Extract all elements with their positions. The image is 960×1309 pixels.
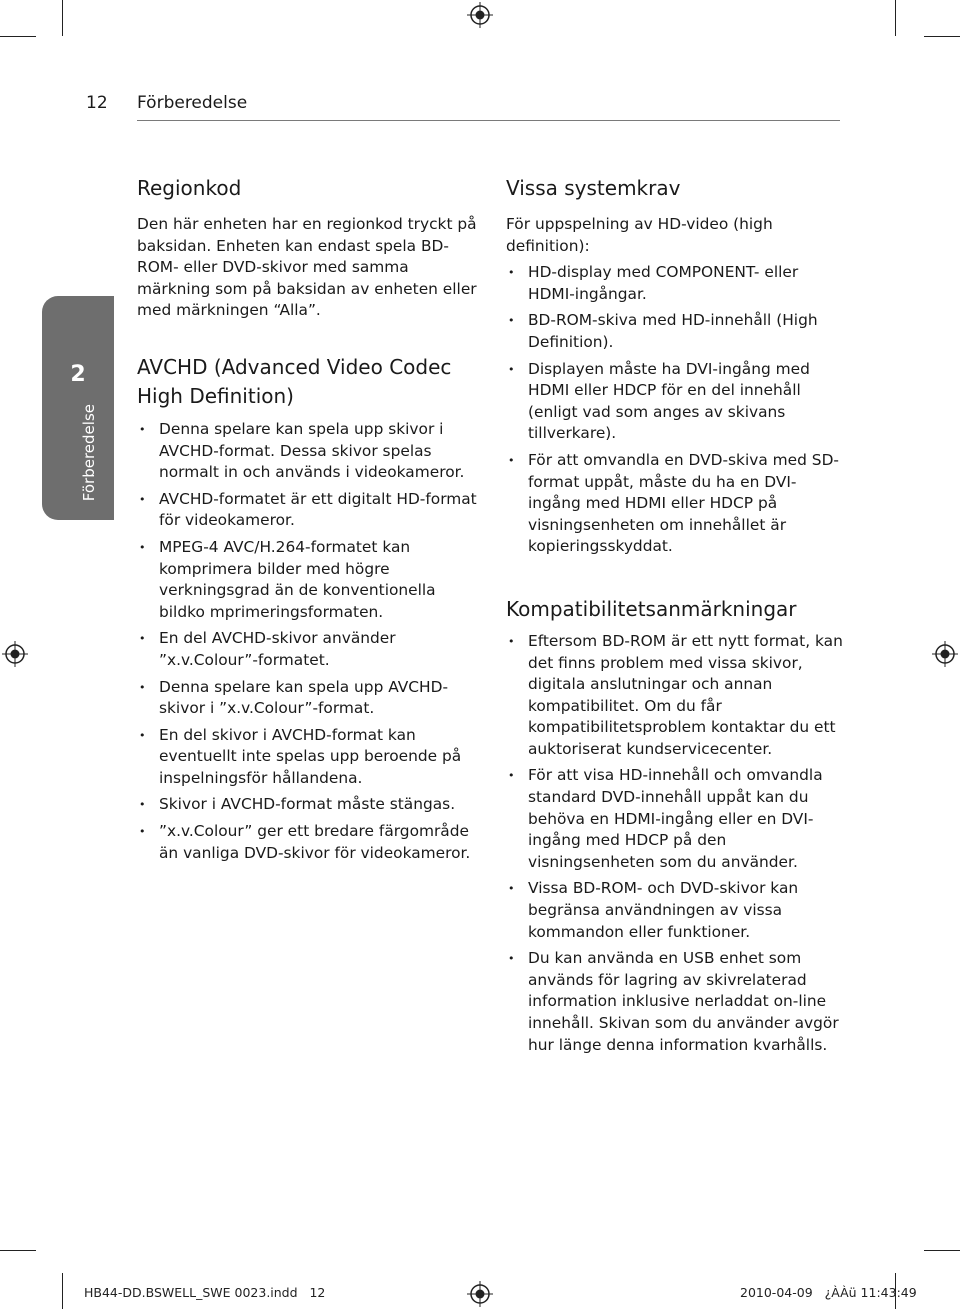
list-item: • Denna spelare kan spela upp AVCHD-skivor i ”x.v.Colour”-format. <box>137 677 477 720</box>
list-item: • MPEG-4 AVC/H.264-formatet kan komprimera bilder med högre verkningsgrad än de konventionella bildko mprimeringsformaten. <box>137 537 477 623</box>
compatibility-heading: Kompatibilitetsanmärkningar <box>506 596 797 621</box>
list-item: • En del AVCHD-skivor använder ”x.v.Colour”-formatet. <box>137 628 477 671</box>
requirements-lead: För uppspelning av HD-video (high definition): <box>506 215 773 255</box>
list-item: • Vissa BD-ROM- och DVD-skivor kan begränsa användningen av vissa kommandon eller funktioner. <box>506 878 846 943</box>
crop-mark <box>924 1250 960 1251</box>
list-item: • Skivor i AVCHD-format måste stängas. <box>137 794 477 816</box>
crop-mark <box>62 0 63 36</box>
chapter-tab <box>42 296 114 520</box>
requirements-list <box>506 262 846 558</box>
running-title: Förberedelse <box>137 93 248 113</box>
page-number: 12 <box>86 93 108 113</box>
list-item: • För att visa HD-innehåll och omvandla standard DVD-innehåll uppåt kan du behöva en HDMI-ingång eller en DVI-ingång med HDCP på den visningsenheten som du använder. <box>506 765 846 873</box>
list-item: • BD-ROM-skiva med HD-innehåll (High Definition). <box>506 310 846 353</box>
crop-mark <box>924 36 960 37</box>
chapter-label: Förberedelse <box>80 404 98 502</box>
header-rule <box>137 120 840 121</box>
crop-mark <box>895 0 896 36</box>
list-item: • AVCHD-formatet är ett digitalt HD-format för videokameror. <box>137 489 477 532</box>
crop-mark <box>0 1250 36 1251</box>
registration-mark-icon <box>467 2 493 28</box>
compatibility-list <box>506 631 846 1056</box>
list-item: • ”x.v.Colour” ger ett bredare färgområde än vanliga DVD-skivor för videokameror. <box>137 821 477 864</box>
crop-mark <box>62 1273 63 1309</box>
registration-mark-icon <box>467 1281 493 1307</box>
footer-timestamp: 2010-04-09 ¿ÀÀü 11:43:49 <box>740 1285 917 1300</box>
region-heading: Regionkod <box>137 176 242 200</box>
list-item: • Displayen måste ha DVI-ingång med HDMI eller HDCP för en del innehåll (enligt vad som anges av skivans tillverkare). <box>506 359 846 445</box>
avchd-list <box>137 419 477 864</box>
list-item: • HD-display med COMPONENT- eller HDMI-ingångar. <box>506 262 846 305</box>
chapter-number: 2 <box>70 362 86 387</box>
chapter-label-wrap <box>80 404 102 508</box>
list-item: • Denna spelare kan spela upp skivor i AVCHD-format. Dessa skivor spelas normalt in och används i videokameror. <box>137 419 477 484</box>
requirements-heading: Vissa systemkrav <box>506 176 681 200</box>
footer-filename: HB44-DD.BSWELL_SWE 0023.indd 12 <box>84 1285 326 1300</box>
registration-mark-icon <box>932 641 958 667</box>
list-item: • En del skivor i AVCHD-format kan eventuellt inte spelas upp beroende på inspelningsför hållandena. <box>137 725 477 790</box>
registration-mark-icon <box>2 641 28 667</box>
left-column <box>137 176 477 864</box>
avchd-heading: AVCHD (Advanced Video Codec High Definition) <box>137 354 452 408</box>
right-column <box>506 176 846 1056</box>
crop-mark <box>0 36 36 37</box>
list-item: • För att omvandla en DVD-skiva med SD-format uppåt, måste du ha en DVI-ingång med HDMI eller HDCP på visningsenheten om innehållet är kopieringsskyddat. <box>506 450 846 558</box>
region-text: Den här enheten har en regionkod tryckt på baksidan. Enheten kan endast spela BD-ROM- eller DVD-skivor med samma märkning som på baksidan av enheten eller med märkningen “Alla”. <box>137 215 477 320</box>
list-item: • Eftersom BD-ROM är ett nytt format, kan det finns problem med vissa skivor, digitala anslutningar och annan kompatibilitet. Om du får kompatibilitetsproblem kontaktar du ett auktoriserat kundservicecenter. <box>506 631 846 761</box>
list-item: • Du kan använda en USB enhet som används för lagring av skivrelaterad information inklusive nerladdat on-line innehåll. Skivan som du använder avgör hur länge denna information kvarhålls. <box>506 948 846 1056</box>
